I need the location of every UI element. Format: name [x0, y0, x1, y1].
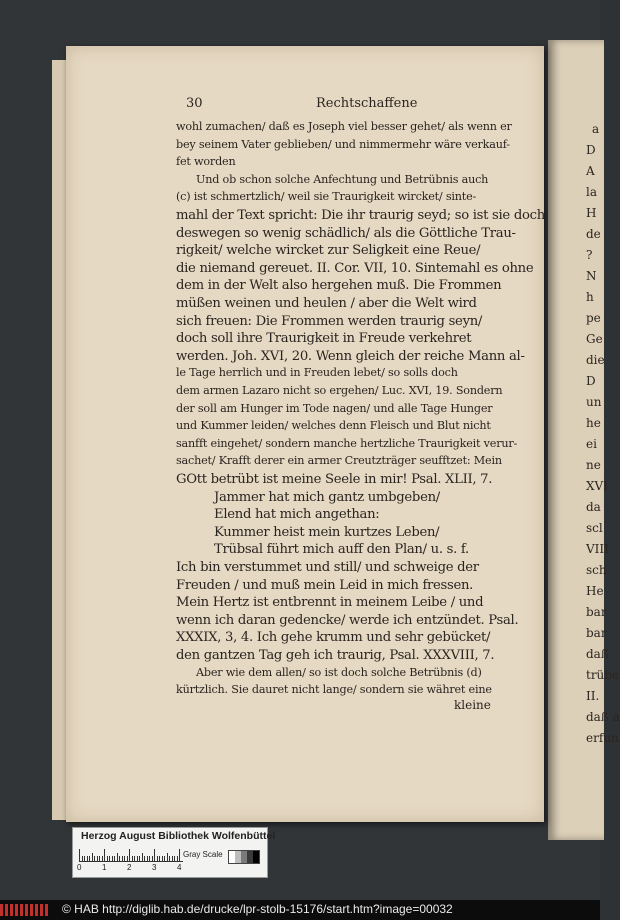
- scale-ruler: [79, 847, 183, 862]
- facing-page-fragment: daß a: [586, 710, 620, 724]
- ruler-tick: [122, 856, 123, 861]
- ruler-tick: [144, 856, 145, 861]
- facing-page-fragment: II.: [586, 689, 600, 703]
- footer-bar: [0, 900, 600, 920]
- reference-card: [72, 827, 276, 878]
- ruler-tick: [169, 856, 170, 861]
- text-line: dem in der Welt also hergehen muß. Die Frommen: [176, 278, 502, 294]
- text-line: Elend hat mich angethan:: [214, 507, 380, 523]
- facing-page-fragment: H: [586, 206, 597, 220]
- ruler-tick: [107, 856, 108, 861]
- text-line: kürtzlich. Sie dauret nicht lange/ sondern sie währet eine: [176, 683, 492, 697]
- facing-page-fragment: un: [586, 395, 602, 409]
- logo-bar: [30, 904, 33, 916]
- gray-scale-label: Gray Scale: [183, 850, 223, 859]
- text-line: Kummer heist mein kurtzes Leben/: [214, 524, 440, 540]
- ruler-label: 1: [102, 863, 107, 872]
- logo-bar: [10, 904, 13, 916]
- gray-scale-bar: [228, 850, 260, 864]
- text-line: müßen weinen und heulen / aber die Welt wird: [176, 296, 477, 311]
- facing-page-fragment: D: [586, 143, 596, 157]
- facing-page-fragment: de: [586, 227, 601, 241]
- logo-bar: [0, 904, 3, 916]
- ruler-tick: [154, 849, 155, 861]
- facing-page-fragment: la: [586, 185, 597, 199]
- facing-page-fragment: D: [586, 374, 596, 388]
- ruler-tick: [87, 856, 88, 861]
- text-line: wenn ich daran gedencke/ werde ich entzündet. Psal.: [176, 612, 519, 628]
- ruler-tick: [89, 856, 90, 861]
- ruler-tick: [137, 856, 138, 861]
- ruler-tick: [134, 856, 135, 861]
- logo-bar: [25, 904, 28, 916]
- facing-page-fragment: erfun: [586, 731, 619, 745]
- facing-page-fragment: ne: [586, 458, 601, 472]
- ruler-tick: [139, 856, 140, 861]
- facing-page-fragment: N: [586, 269, 597, 283]
- logo-bar: [45, 904, 48, 916]
- ruler-tick: [174, 856, 175, 861]
- ruler-tick: [164, 856, 165, 861]
- text-line: werden. Joh. XVI, 20. Wenn gleich der reiche Mann al-: [176, 348, 525, 364]
- facing-page-fragment: bar: [586, 605, 607, 619]
- facing-page-fragment: h: [586, 290, 594, 304]
- text-line: Jammer hat mich gantz umbgeben/: [214, 489, 440, 505]
- ruler-tick: [97, 856, 98, 861]
- page-header: [186, 96, 502, 116]
- text-line: Ich bin verstummet und still/ und schweige der: [176, 560, 479, 575]
- ruler-tick: [99, 856, 100, 861]
- text-line: XXXIX, 3, 4. Ich gehe krumm und sehr gebücket/: [176, 630, 491, 646]
- text-line: mahl der Text spricht: Die ihr traurig seyd; so ist sie doch: [176, 208, 545, 223]
- ruler-tick: [147, 856, 148, 861]
- text-line: sich freuen: Die Frommen werden traurig seyn/: [176, 313, 483, 329]
- text-line: den gantzen Tag geh ich traurig, Psal. XXXVIII, 7.: [176, 648, 495, 663]
- text-line: doch soll ihre Traurigkeit in Freude verkehret: [176, 331, 472, 347]
- text-line: le Tage herrlich und in Freuden lebet/ so solls doch: [176, 366, 458, 380]
- ruler-label: 4: [177, 863, 182, 872]
- text-line: Freuden / und muß mein Leid in mich fressen.: [176, 577, 474, 593]
- page-number: 30: [186, 96, 203, 111]
- ruler-tick: [112, 856, 113, 861]
- ruler-tick: [119, 856, 120, 861]
- ruler-tick: [159, 856, 160, 861]
- ruler-tick: [102, 856, 103, 861]
- library-title: Herzog August Bibliothek Wolfenbüttel: [81, 830, 276, 842]
- ruler-tick: [162, 856, 163, 861]
- ruler-tick: [142, 853, 143, 861]
- text-line: der soll am Hunger im Tode nagen/ und alle Tage Hunger: [176, 401, 493, 415]
- logo-bar: [35, 904, 38, 916]
- ruler-tick: [157, 856, 158, 861]
- facing-page-fragment: scl: [586, 521, 603, 535]
- ruler-tick: [179, 849, 180, 861]
- ruler-tick: [79, 849, 80, 861]
- logo-bar: [20, 904, 23, 916]
- ruler-tick: [94, 856, 95, 861]
- text-line: sanfft eingehet/ sondern manche hertzliche Traurigkeit verur-: [176, 436, 518, 450]
- text-line: wohl zumachen/ daß es Joseph viel besser gehet/ als wenn er: [176, 120, 512, 133]
- facing-page-fragment: VIII: [586, 542, 609, 556]
- facing-page-fragment: die: [586, 353, 605, 367]
- text-line: (c) ist schmertzlich/ weil sie Traurigkeit wircket/ sinte-: [176, 190, 477, 204]
- logo-bar: [40, 904, 43, 916]
- facing-page-fragment: trübe: [586, 668, 620, 682]
- ruler-label: 3: [152, 863, 157, 872]
- gray-swatch: [253, 851, 259, 863]
- text-line: Aber wie dem allen/ so ist doch solche Betrübnis (d): [196, 665, 482, 679]
- text-line: rigkeit/ welche wircket zur Seligkeit eine Reue/: [176, 243, 481, 259]
- text-line: sachet/ Krafft derer ein armer Creutzträger seufftzet: Mein: [176, 454, 502, 468]
- text-line: Trübsal führt mich auff den Plan/ u. s. f.: [214, 542, 469, 558]
- ruler-tick: [117, 853, 118, 861]
- ruler-tick: [177, 856, 178, 861]
- text-line: bey seinem Vater geblieben/ und nimmermehr wäre verkauf-: [176, 137, 510, 151]
- facing-page-fragment: Ge: [586, 332, 603, 346]
- ruler-tick: [92, 853, 93, 861]
- logo-bar: [15, 904, 18, 916]
- text-line: die niemand gereuet. II. Cor. VII, 10. Sintemahl es ohne: [176, 260, 534, 276]
- ruler-tick: [82, 856, 83, 861]
- ruler-tick: [124, 856, 125, 861]
- facing-page-fragment: ei: [586, 437, 597, 451]
- ruler-tick: [132, 856, 133, 861]
- facing-page-fragment: A: [586, 164, 595, 178]
- facing-page-fragment: daß: [586, 647, 609, 661]
- copyright-url[interactable]: © HAB http://diglib.hab.de/drucke/lpr-stolb-15176/start.htm?image=00032: [62, 902, 453, 916]
- ruler-tick: [127, 856, 128, 861]
- ruler-tick: [149, 856, 150, 861]
- ruler-tick: [129, 849, 130, 861]
- ruler-tick: [172, 856, 173, 861]
- facing-page: [548, 40, 620, 840]
- facing-page-fragment: da: [586, 500, 601, 514]
- ruler-tick: [109, 856, 110, 861]
- facing-page-fragment: bar: [586, 626, 607, 640]
- facing-page-fragment: XVI: [586, 479, 608, 493]
- facing-page-fragment: sch: [586, 563, 607, 577]
- text-line: Mein Hertz ist entbrennt in meinem Leibe / und: [176, 595, 484, 611]
- text-line: deswegen so wenig schädlich/ als die Göttliche Trau-: [176, 225, 516, 241]
- ruler-tick: [104, 849, 105, 861]
- ruler-tick: [167, 853, 168, 861]
- running-head: Rechtschaffene: [316, 96, 418, 111]
- logo-bar: [5, 904, 8, 916]
- ruler-tick: [152, 856, 153, 861]
- facing-page-fragment: he: [586, 416, 601, 430]
- text-line: Und ob schon solche Anfechtung und Betrübnis auch: [196, 172, 489, 186]
- ruler-label: 0: [77, 863, 82, 872]
- facing-page-fragment: He: [586, 584, 604, 598]
- text-line: dem armen Lazaro nicht so ergehen/ Luc. XVI, 19. Sondern: [176, 384, 503, 397]
- catchword: kleine: [454, 698, 491, 712]
- facing-page-fragment: a: [592, 122, 600, 136]
- ruler-tick: [114, 856, 115, 861]
- facing-page-fragment: pe: [586, 311, 601, 325]
- ruler-tick: [84, 856, 85, 861]
- hab-logo-icon: [0, 904, 56, 916]
- text-line: und Kummer leiden/ welches denn Fleisch und Blut nicht: [176, 419, 491, 433]
- facing-page-fragment: ?: [586, 248, 593, 262]
- text-line: GOtt betrübt ist meine Seele in mir! Psal. XLII, 7.: [176, 472, 493, 487]
- text-line: fet worden: [176, 155, 236, 169]
- ruler-label: 2: [127, 863, 132, 872]
